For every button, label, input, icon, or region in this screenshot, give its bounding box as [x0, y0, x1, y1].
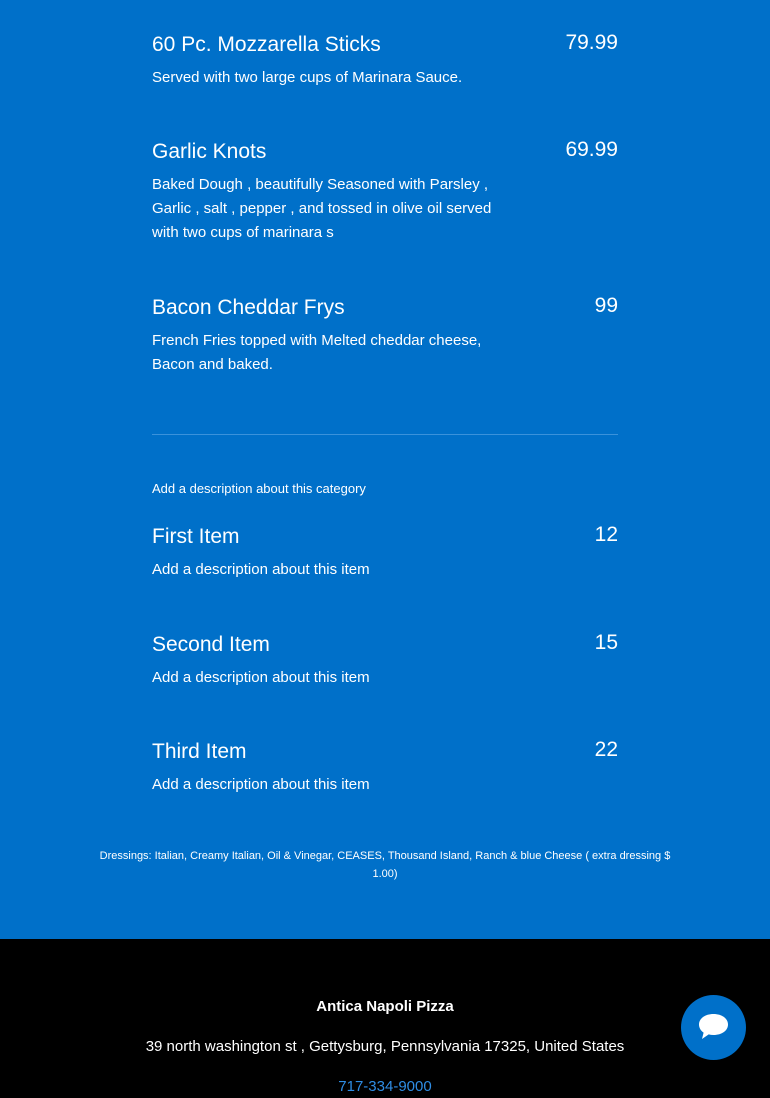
item-name: Third Item [152, 740, 247, 763]
item-price: 12 [594, 523, 618, 546]
item-price: 69.99 [565, 138, 618, 161]
item-name: 60 Pc. Mozzarella Sticks [152, 33, 381, 56]
business-name: Antica Napoli Pizza [316, 998, 454, 1015]
item-price: 22 [594, 738, 618, 761]
item-name: Garlic Knots [152, 140, 267, 163]
site-footer [0, 939, 770, 1098]
item-name: Bacon Cheddar Frys [152, 296, 345, 319]
item-description: Served with two large cups of Marinara Sauce. [152, 69, 463, 86]
dressings-note: Dressings: Italian, Creamy Italian, Oil & Vinegar, CEASES, Thousand Island, Ranch & blue Cheese ( extra dressing $ 1.00) [99, 850, 671, 880]
chat-bubble-icon [697, 1012, 730, 1042]
category-description: Add a description about this category [152, 481, 366, 496]
item-description: Baked Dough , beautifully Seasoned with Parsley , Garlic , salt , pepper , and tossed in olive oil served with two cups of marinara s [152, 176, 492, 241]
item-description: French Fries topped with Melted cheddar cheese, Bacon and baked. [152, 332, 482, 373]
item-price: 79.99 [565, 31, 618, 54]
item-description: Add a description about this item [152, 669, 370, 686]
phone-link[interactable]: 717-334-9000 [338, 1078, 432, 1095]
item-price: 15 [594, 631, 618, 654]
item-description: Add a description about this item [152, 561, 370, 578]
chat-button[interactable] [681, 995, 746, 1060]
item-name: First Item [152, 525, 240, 548]
item-description: Add a description about this item [152, 776, 370, 793]
item-name: Second Item [152, 633, 270, 656]
business-address: 39 north washington st , Gettysburg, Pennsylvania 17325, United States [145, 1038, 625, 1055]
category-divider [152, 434, 618, 435]
item-price: 99 [594, 294, 618, 317]
